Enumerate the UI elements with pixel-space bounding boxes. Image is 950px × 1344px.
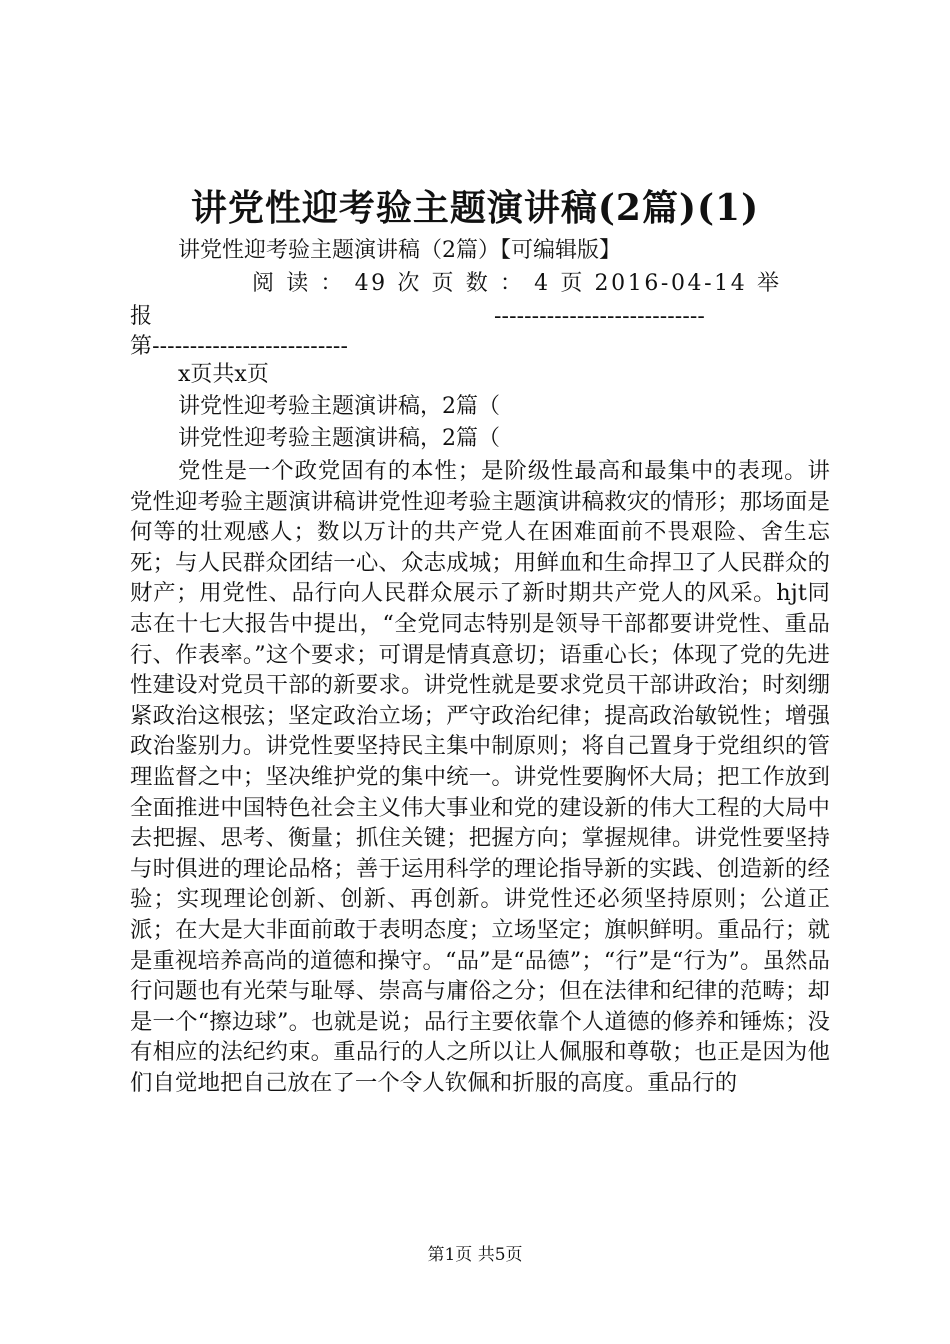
document-subtitle: 讲党性迎考验主题演讲稿（2篇）【可编辑版】 xyxy=(178,238,621,263)
page-footer: 第1页 共5页 xyxy=(427,1245,523,1265)
dashes-right: ---------------------------- xyxy=(494,304,705,329)
document-title: 讲党性迎考验主题演讲稿(2篇)(1) xyxy=(190,187,760,229)
meta-line: 阅 读 ： 49 次 页 数 ： 4 页 2016-04-14 举 xyxy=(252,271,782,296)
heading-2: 讲党性迎考验主题演讲稿，2篇（ xyxy=(178,426,500,451)
heading-1: 讲党性迎考验主题演讲稿，2篇（ xyxy=(178,394,500,419)
page-of: x页共x页 xyxy=(178,362,269,387)
report-word: 报 xyxy=(130,304,153,329)
body-paragraph: 党性是一个政党固有的本性；是阶级性最高和最集中的表现。讲党性迎考验主题演讲稿讲党性迎考验主题演讲稿救灾的情形；那场面是何等的壮观感人；数以万计的共产党人在困难面前不畏艰险、舍生忘死；与人民群众团结一心、众志成城；用鲜血和生命捍卫了人民群众的财产；用党性、品行向人民群众展示了新时期共产党人的风采。hjt同志在十七大报告中提出，“全党同志特别是领导干部都要讲党性、重品行、作表率。”这个要求；可谓是情真意切；语重心长；体现了党的先进性建设对党员干部的新要求。讲党性就是要求党员干部讲政治；时刻绷紧政治这根弦；坚定政治立场；严守政治纪律；提高政治敏锐性；增强政治鉴别力。讲党性要坚持民主集中制原则；将自己置身于党组织的管理监督之中；坚决维护党的集中统一。讲党性要胸怀大局；把工作放到全面推进中国特色社会主义伟大事业和党的建设新的伟大工程的大局中去把握、思考、衡量；抓住关键；把握方向；掌握规律。讲党性要坚持与时俱进的理论品格；善于运用科学的理论指导新的实践、创造新的经验；实现理论创新、创新、再创新。讲党性还必须坚持原则；公道正派；在大是大非面前敢于表明态度；立场坚定；旗帜鲜明。重品行；就是重视培养高尚的道德和操守。“品”是“品德”；“行”是“行为”。虽然品行问题也有光荣与耻辱、崇高与庸俗之分；但在法律和纪律的范畴；却是一个“擦边球”。也就是说；品行主要依靠个人道德的修养和锤炼；没有相应的法纪约束。重品行的人之所以让人佩服和尊敬；也正是因为他们自觉地把自己放在了一个令人钦佩和折服的高度。重品行的 xyxy=(130,458,830,1096)
dashes-left: 第-------------------------- xyxy=(130,334,348,359)
